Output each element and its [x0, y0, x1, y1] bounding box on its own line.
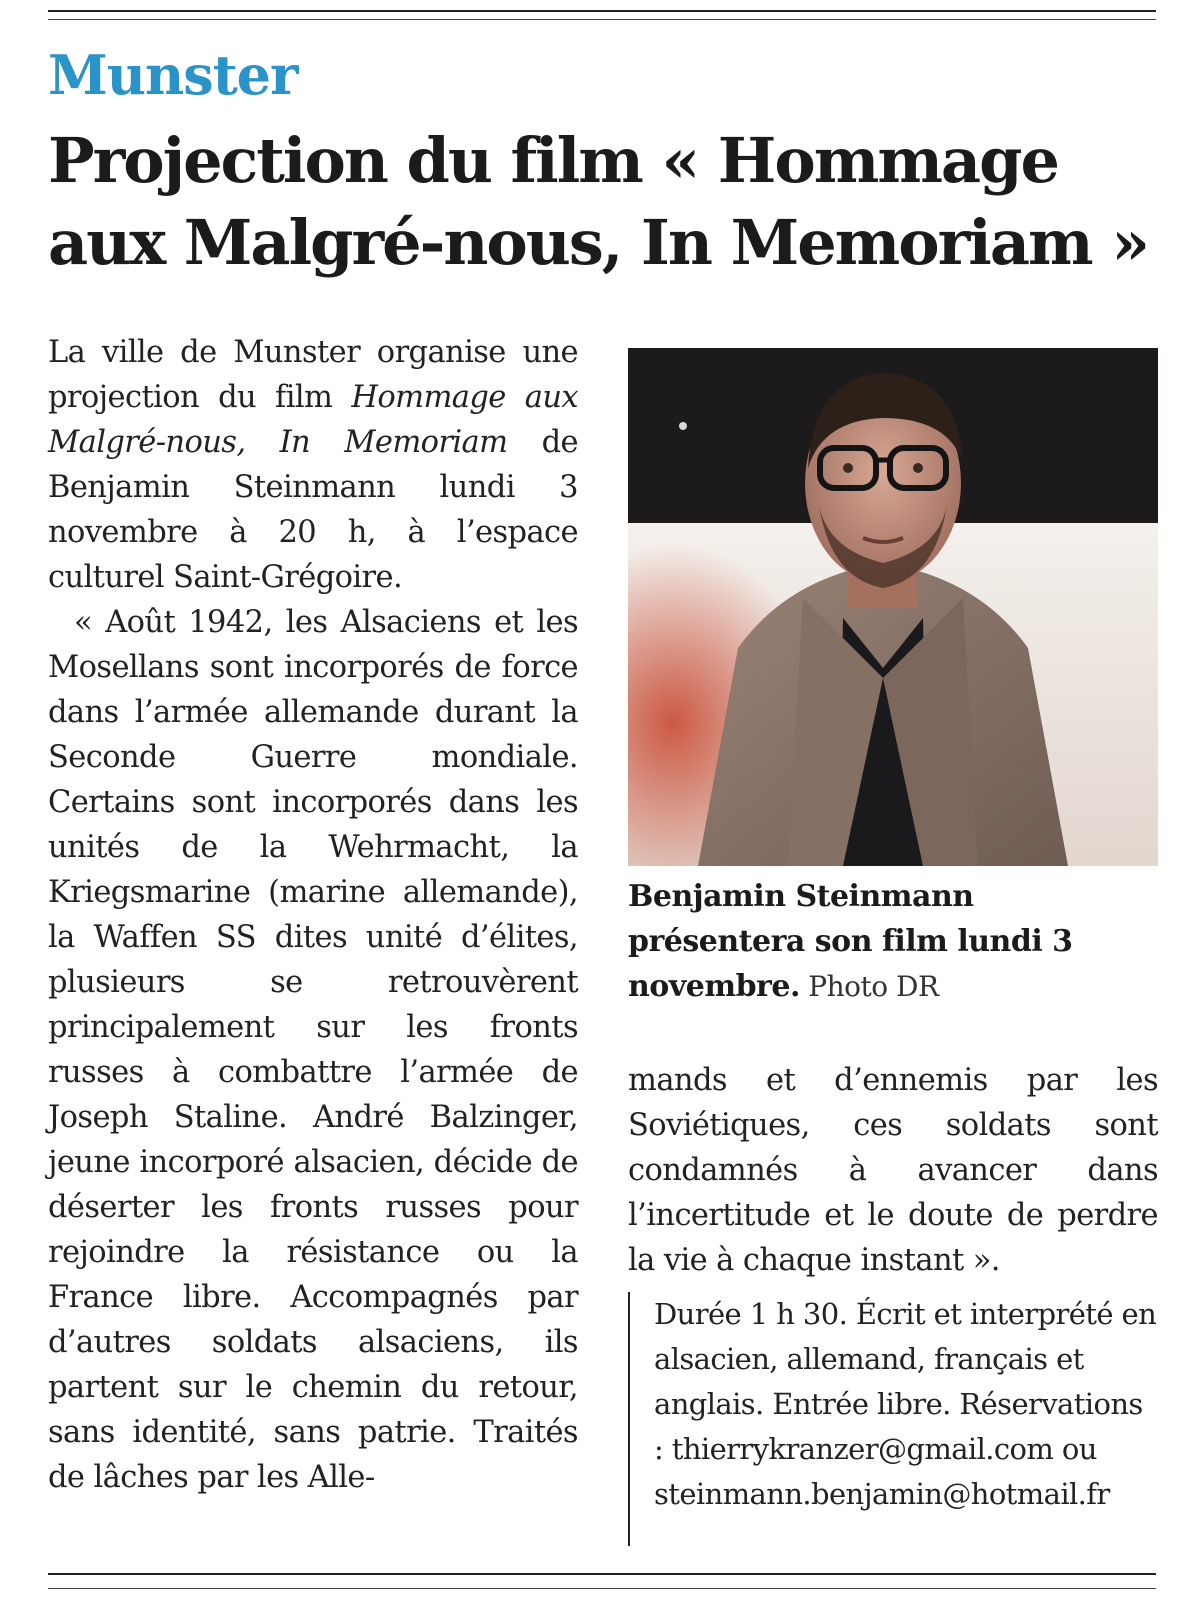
headline	[48, 120, 1168, 284]
practical-info: Durée 1 h 30. Écrit et interprété en alsacien, allemand, français et anglais. Entrée libre. Réservations : thierrykranzer@gmail.com ou steinmann.benjamin@hotmail.fr	[628, 1292, 1158, 1546]
body-p1-text-a: La ville de Munster organise une projection du film	[48, 335, 578, 415]
body-right-column	[628, 1058, 1158, 1283]
portrait-photo	[628, 348, 1158, 866]
body-paragraph-2-continued	[628, 1058, 1158, 1283]
portrait-illustration	[628, 348, 1158, 866]
body-p2-left: « Août 1942, les Alsaciens et les Mosellans sont incorporés de force dans l’armée allemande durant la Seconde Guerre mondiale. Certains sont incorporés dans les unités de la Wehrmacht, la Kriegsmarine (marine allemande), la Waffen SS dites unité d’élites, plusieurs se retrouvèrent principalement sur les fronts russes à combattre l’armée de Joseph Staline. André Balzinger, jeune incorporé alsacien, décide de déserter les fronts russes pour rejoindre la résistance ou la France libre. Accompagnés par d’autres soldats alsaciens, ils partent sur le chemin du retour, sans identité, sans patrie. Traités de lâches par les Alle-	[48, 605, 578, 1495]
photo-credit: Photo DR	[799, 970, 939, 1003]
headline-line-1: Projection du film « Hommage	[48, 124, 1058, 197]
bottom-rule-thin	[48, 1588, 1156, 1589]
caption-text: Benjamin Steinmann présentera son film lundi 3 novembre.	[628, 879, 1073, 1004]
photo-caption	[628, 874, 1158, 1009]
section-kicker: Munster	[48, 43, 298, 107]
top-rule-thin	[48, 19, 1156, 20]
body-p2-right: mands et d’ennemis par les Soviétiques, ces soldats sont condamnés à avancer dans l’incertitude et le doute de perdre la vie à chaque instant ».	[628, 1063, 1158, 1278]
top-rule	[48, 10, 1156, 12]
headline-line-2: aux Malgré-nous, In Memoriam »	[48, 206, 1148, 279]
body-p1-text-b: de Benjamin Steinmann lundi 3 novembre à 20 h, à l’espace culturel Saint-Grégoire.	[48, 425, 578, 595]
bottom-rule	[48, 1573, 1156, 1575]
body-left-column	[48, 330, 578, 1500]
body-paragraph-2	[48, 600, 578, 1500]
film-title: Hommage aux Malgré-nous, In Memoriam	[48, 380, 578, 460]
body-paragraph-1	[48, 330, 578, 600]
